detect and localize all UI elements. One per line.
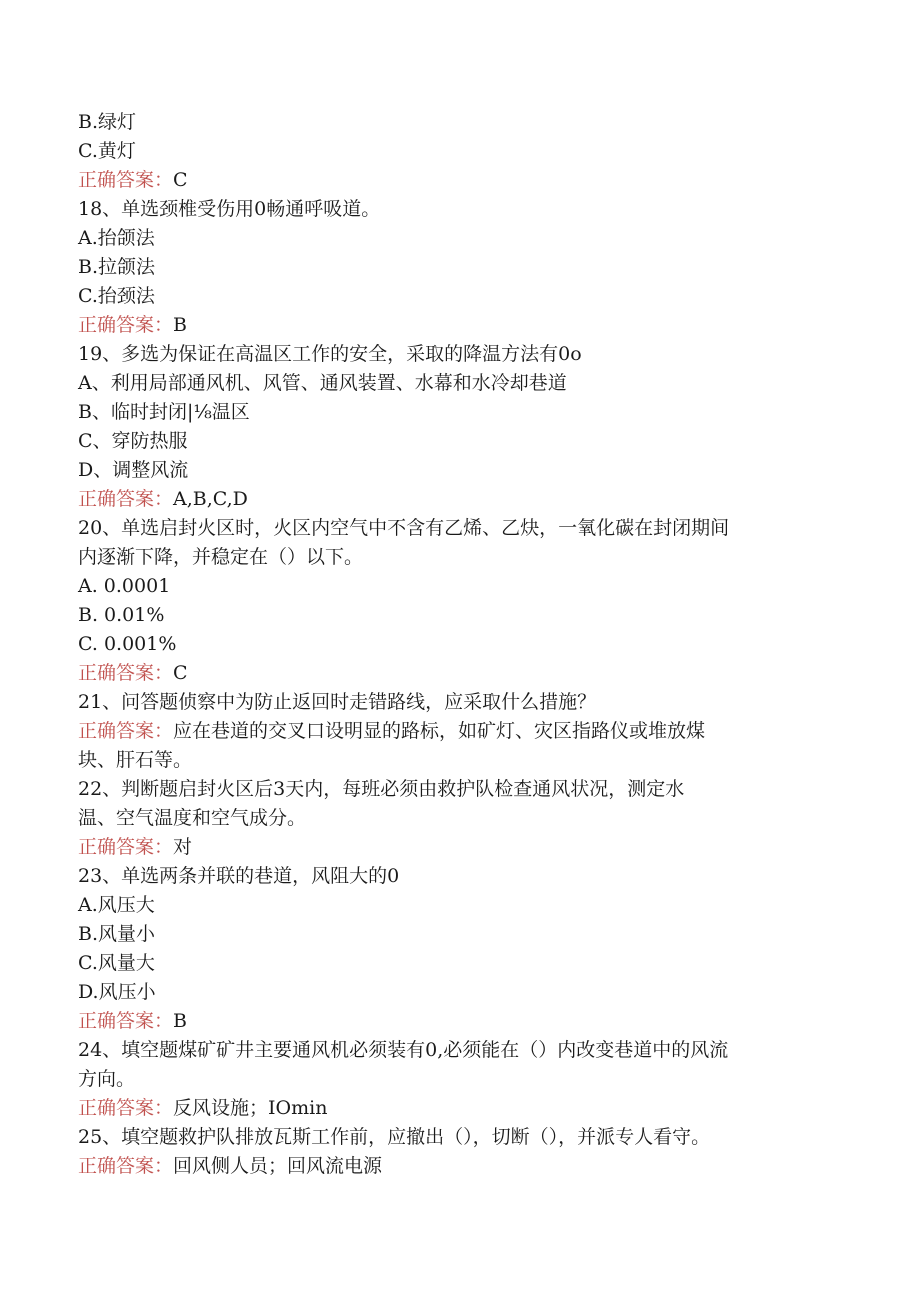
answer-line <box>78 1152 848 1181</box>
answer-line <box>78 717 848 746</box>
question-line: 18、单选颈椎受伤用0畅通呼吸道。 <box>78 198 381 220</box>
option-line: B. 0.01% <box>78 604 165 626</box>
option-line: B.风量小 <box>78 923 156 945</box>
option-line: D.风压小 <box>78 981 156 1003</box>
question-line: 内逐渐下降，并稳定在（）以下。 <box>78 546 364 568</box>
answer-value: B <box>173 1010 187 1032</box>
option-line: C. 0.001% <box>78 633 177 655</box>
option-line: B.绿灯 <box>78 111 137 133</box>
answer-value: C <box>173 169 188 191</box>
option-line: D、调整风流 <box>78 459 189 481</box>
option-line: B.拉颌法 <box>78 256 156 278</box>
option-line: A.风压大 <box>78 894 155 916</box>
question-line: 22、判断题启封火区后3天内，每班必须由救护队检查通风状况，测定水 <box>78 778 685 800</box>
option-line: C.风量大 <box>78 952 155 974</box>
option-line: C、穿防热服 <box>78 430 188 452</box>
answer-label: 正确答案： <box>78 662 174 684</box>
question-line: 24、填空题煤矿矿井主要通风机必须装有0,必须能在（）内改变巷道中的风流 <box>78 1039 729 1061</box>
option-line: A、利用局部通风机、风管、通风装置、水幕和水冷却巷道 <box>78 372 567 394</box>
answer-label: 正确答案： <box>78 1097 174 1119</box>
answer-line <box>78 485 848 514</box>
option-line: C.黄灯 <box>78 140 136 162</box>
question-line: 25、填空题救护队排放瓦斯工作前，应撤出（），切断（），并派专人看守。 <box>78 1126 711 1148</box>
answer-value: B <box>173 314 187 336</box>
question-line: 温、空气温度和空气成分。 <box>78 807 307 829</box>
option-line: B、临时封闭|⅛温区 <box>78 401 250 423</box>
answer-line <box>78 1094 848 1123</box>
answer-label: 正确答案： <box>78 488 174 510</box>
answer-line <box>78 833 848 862</box>
question-line: 23、单选两条并联的巷道，风阻大的0 <box>78 865 400 887</box>
answer-value: 应在巷道的交叉口设明显的路标，如矿灯、灾区指路仪或堆放煤 <box>173 720 706 742</box>
option-line: A. 0.0001 <box>78 575 171 597</box>
document-page <box>78 108 848 1181</box>
answer-value: A,B,C,D <box>173 488 248 510</box>
option-line: A.抬颌法 <box>78 227 155 249</box>
question-line: 20、单选启封火区时，火区内空气中不含有乙烯、乙炔，一氧化碳在封闭期间 <box>78 517 730 539</box>
answer-label: 正确答案： <box>78 169 174 191</box>
answer-value: 反风设施；IOmin <box>173 1097 328 1119</box>
answer-label: 正确答案： <box>78 1155 174 1177</box>
answer-label: 正确答案： <box>78 1010 174 1032</box>
answer-line <box>78 311 848 340</box>
answer-line <box>78 1007 848 1036</box>
answer-line <box>78 659 848 688</box>
answer-label: 正确答案： <box>78 720 174 742</box>
question-line: 块、肝石等。 <box>78 749 193 771</box>
answer-label: 正确答案： <box>78 836 174 858</box>
answer-label: 正确答案： <box>78 314 174 336</box>
answer-value: 回风侧人员；回风流电源 <box>173 1155 383 1177</box>
option-line: C.抬颈法 <box>78 285 155 307</box>
answer-value: C <box>173 662 188 684</box>
answer-line <box>78 166 848 195</box>
question-line: 19、多选为保证在高温区工作的安全，采取的降温方法有0o <box>78 343 582 365</box>
question-line: 21、问答题侦察中为防止返回时走错路线，应采取什么措施？ <box>78 691 597 713</box>
question-line: 方向。 <box>78 1068 136 1090</box>
answer-value: 对 <box>173 836 193 858</box>
